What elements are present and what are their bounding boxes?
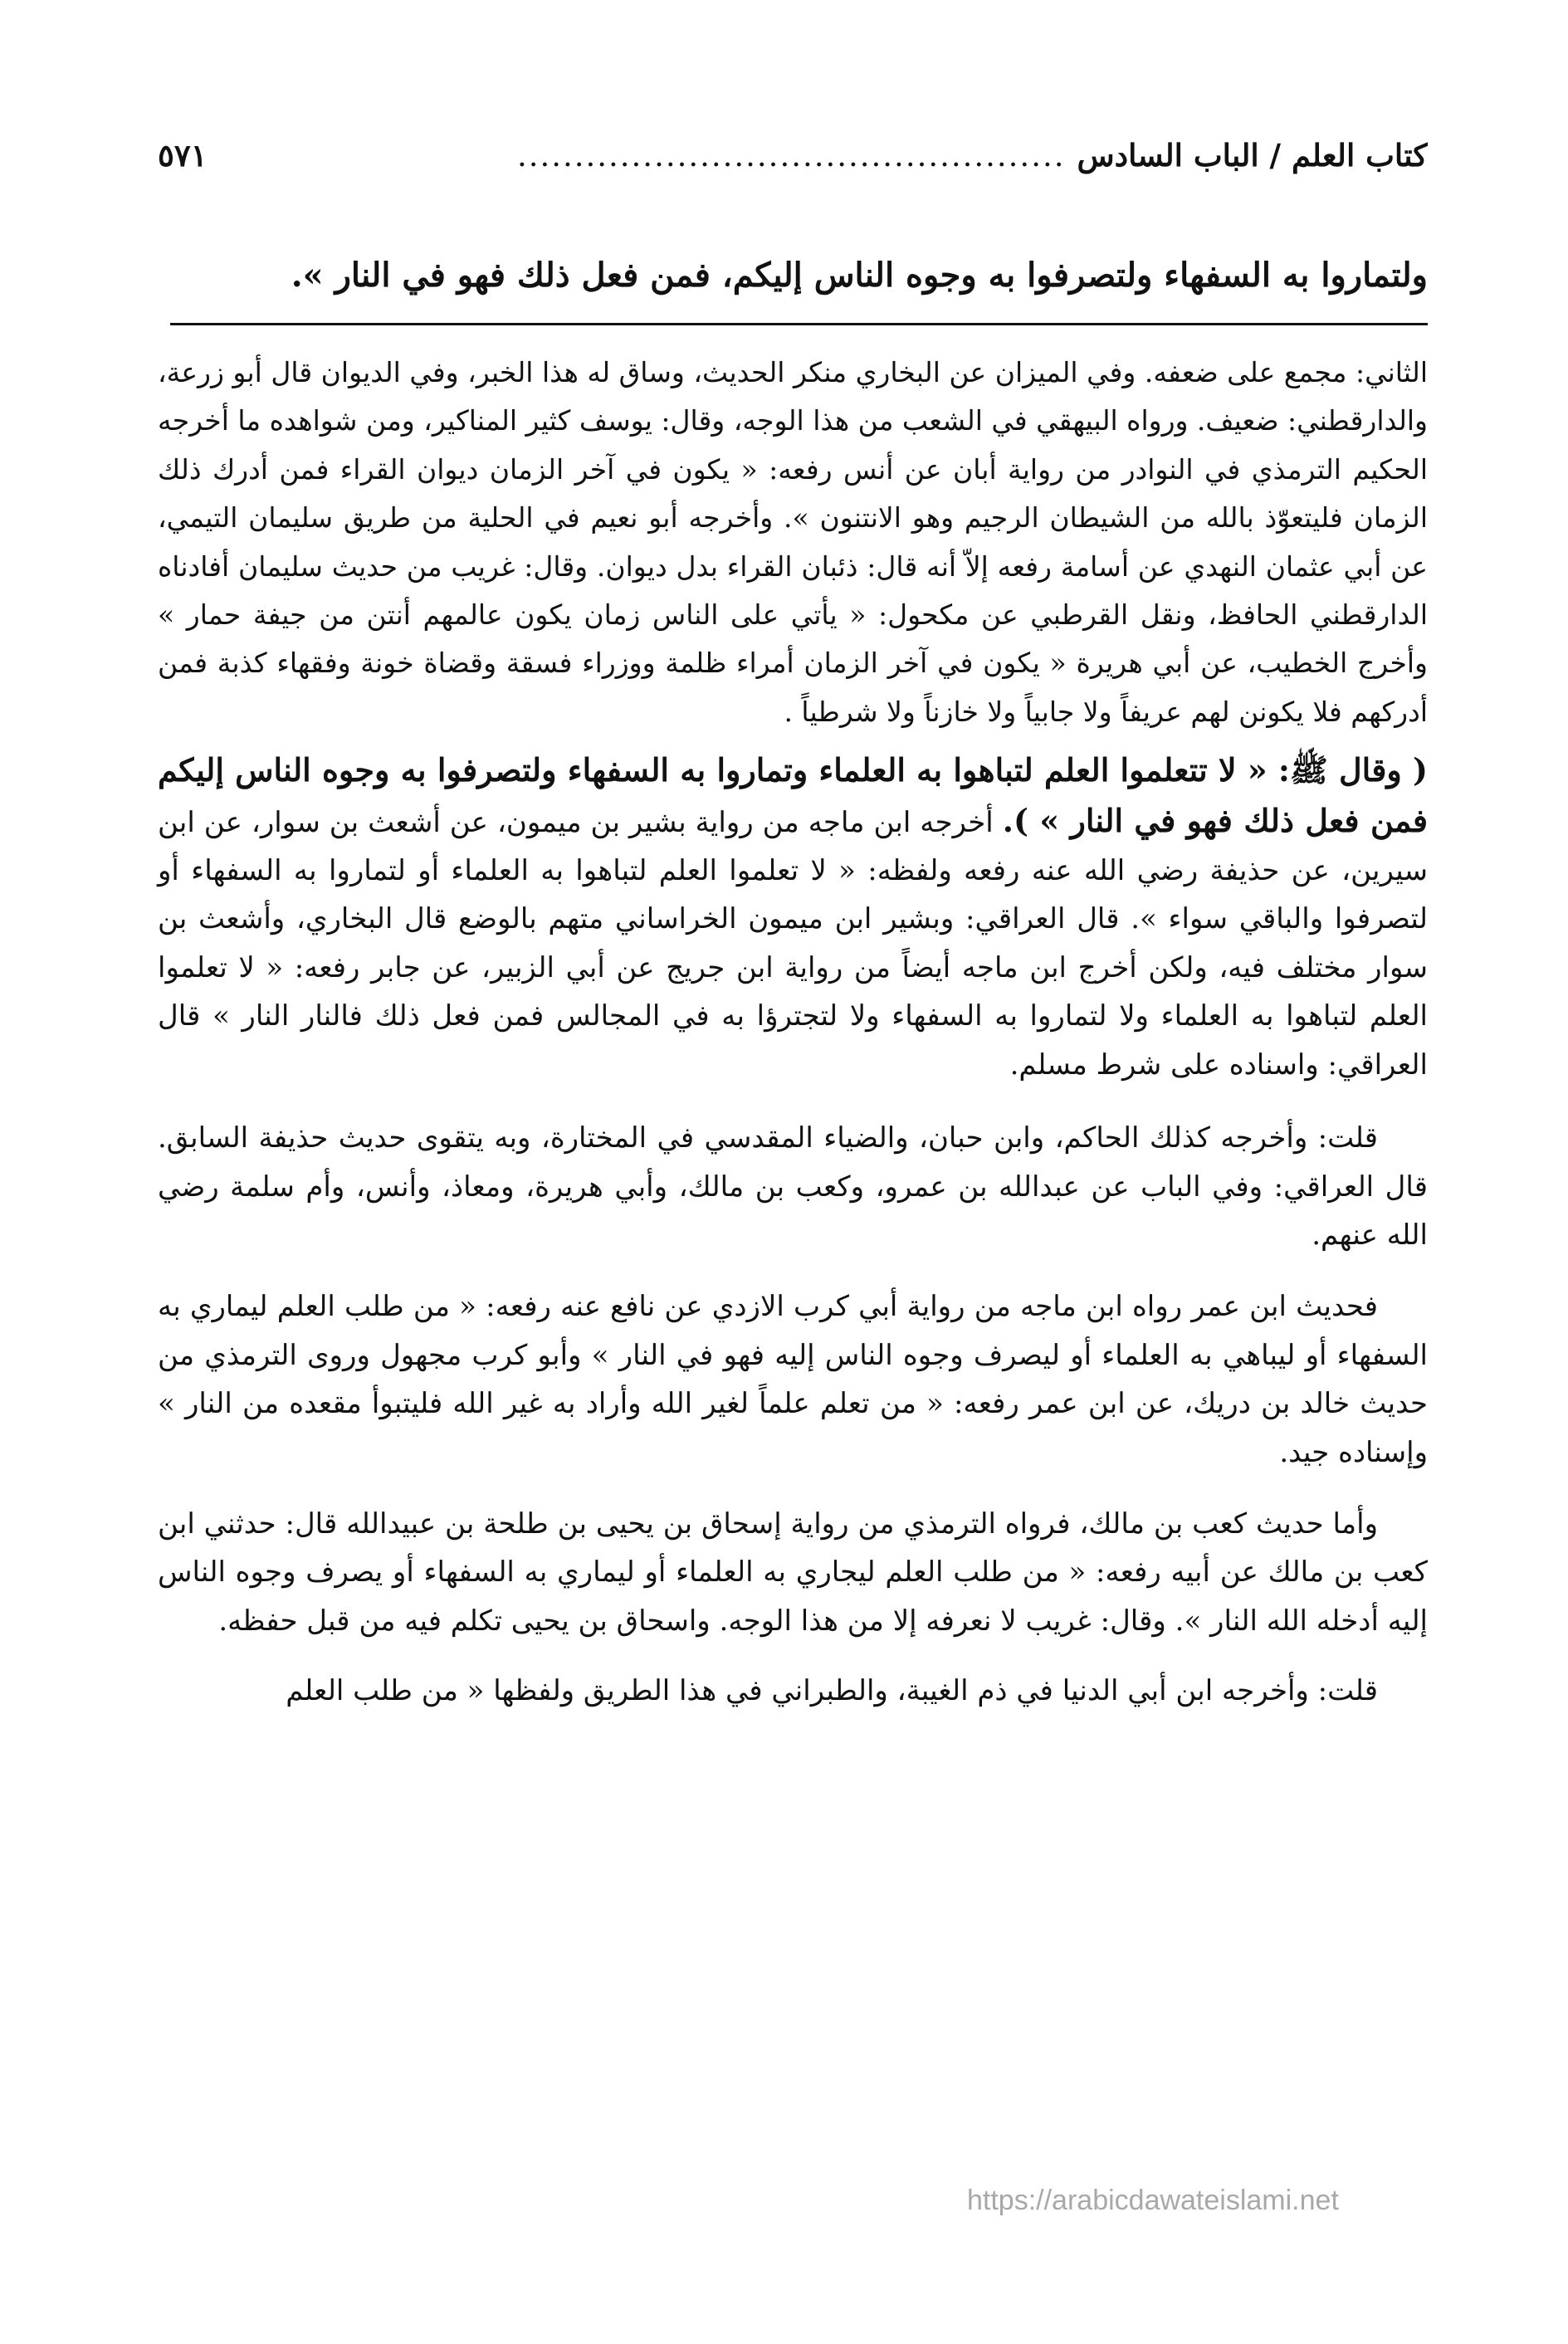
paragraph-1: الثاني: مجمع على ضعفه. وفي الميزان عن البخاري منكر الحديث، وساق له هذا الخبر، وفي الديوان قال أبو زرعة، والدارقطني: ضعيف. ورواه البيهقي في الشعب من هذا الوجه، وقال: يوسف كثير المناكير، ومن شواهده ما أخرجه الحكيم الترمذي في النوادر من رواية أبان عن أنس رفعه: « يكون في آخر الزمان ديوان القراء فمن أدرك ذلك الزمان فليتعوّذ بالله من الشيطان الرجيم وهو الانتنون ». وأخرجه أبو نعيم في الحلية من طريق سليمان التيمي، عن أبي عثمان النهدي عن أسامة رفعه إلاّ أنه قال: ذئبان القراء بدل ديوان. وقال: غريب من حديث سليمان أفادناه الدارقطني الحافظ، ونقل القرطبي عن مكحول: « يأتي على الناس زمان يكون عالمهم أنتن من جيفة حمار » وأخرج الخطيب، عن أبي هريرة « يكون في آخر الزمان أمراء ظلمة ووزراء فسقة وقضاة خونة وفقهاء كذبة فمن أدركهم فلا يكونن لهم عريفاً ولا جابياً ولا خازناً ولا شرطياً .: [158, 356, 1428, 728]
paragraph-2-text: أخرجه ابن ماجه من رواية بشير بن ميمون، عن أشعث بن سوار، عن ابن سيرين، عن حذيفة رضي الله عنه رفعه ولفظه: « لا تعلموا العلم لتباهوا به العلماء أو لتماروا به السفهاء أو لتصرفوا والباقي سواء ». قال العراقي: وبشير ابن ميمون الخراساني متهم بالوضع قال البخاري، وأشعث بن سوار مختلف فيه، ولكن أخرج ابن ماجه أيضاً من رواية ابن جريج عن أبي الزبير، عن جابر رفعه: « لا تعلموا العلم لتباهوا به العلماء ولا لتماروا به السفهاء ولا لتجترؤا به في المجالس فمن فعل ذلك فالنار النار » قال العراقي: واسناده على شرط مسلم.: [158, 805, 1428, 1082]
page-number: ٥٧١: [158, 137, 208, 173]
commentary-body: [158, 349, 1428, 1716]
paragraph-6: قلت: وأخرجه ابن أبي الدنيا في ذم الغيبة، والطبراني في هذا الطريق ولفظها « من طلب العلم: [286, 1674, 1378, 1708]
paragraph-3: قلت: وأخرجه كذلك الحاكم، وابن حبان، والضياء المقدسي في المختارة، وبه يتقوى حديث حذيفة السابق. قال العراقي: وفي الباب عن عبدالله بن عمرو، وكعب بن مالك، وأبي هريرة، ومعاذ، وأنس، وأم سلمة رضي الله عنهم.: [158, 1121, 1428, 1252]
footnote-divider: [170, 323, 1428, 325]
hadith-quote: ( وقال ﷺ: « لا تتعلموا العلم لتباهوا به العلماء وتماروا به السفهاء ولتصرفوا به وجوه الناس إليكم فمن فعل ذلك فهو في النار » ).: [158, 751, 1429, 839]
running-header: [158, 137, 1428, 195]
paragraph-2: [158, 746, 1428, 1089]
paragraph-4: فحديث ابن عمر رواه ابن ماجه من رواية أبي كرب الازدي عن نافع عنه رفعه: « من طلب العلم ليماري به السفهاء أو ليباهي به العلماء أو ليصرف وجوه الناس إليه فهو في النار » وأبو كرب مجهول وروى الترمذي من حديث خالد بن دريك، عن ابن عمر رفعه: « من تعلم علماً لغير الله وأراد به غير الله فليتبوأ مقعده من النار » وإسناده جيد.: [158, 1290, 1428, 1469]
chapter-title: كتاب العلم / الباب السادس: [1077, 137, 1428, 173]
leader-dots: ................................................: [516, 138, 1066, 173]
watermark-url: https://arabicdawateislami.net: [967, 2185, 1339, 2216]
main-text-line: ولتماروا به السفهاء ولتصرفوا به وجوه الناس إليكم، فمن فعل ذلك فهو في النار ».: [291, 256, 1428, 295]
paragraph-5: وأما حديث كعب بن مالك، فرواه الترمذي من رواية إسحاق بن يحيى بن طلحة بن عبيدالله قال: حدثني ابن كعب بن مالك عن أبيه رفعه: « من طلب العلم ليجاري به العلماء أو ليماري به السفهاء أو يصرف وجوه الناس إليه أدخله الله النار ». وقال: غريب لا نعرفه إلا من هذا الوجه. واسحاق بن يحيى تكلم فيه من قبل حفظه.: [158, 1507, 1428, 1638]
